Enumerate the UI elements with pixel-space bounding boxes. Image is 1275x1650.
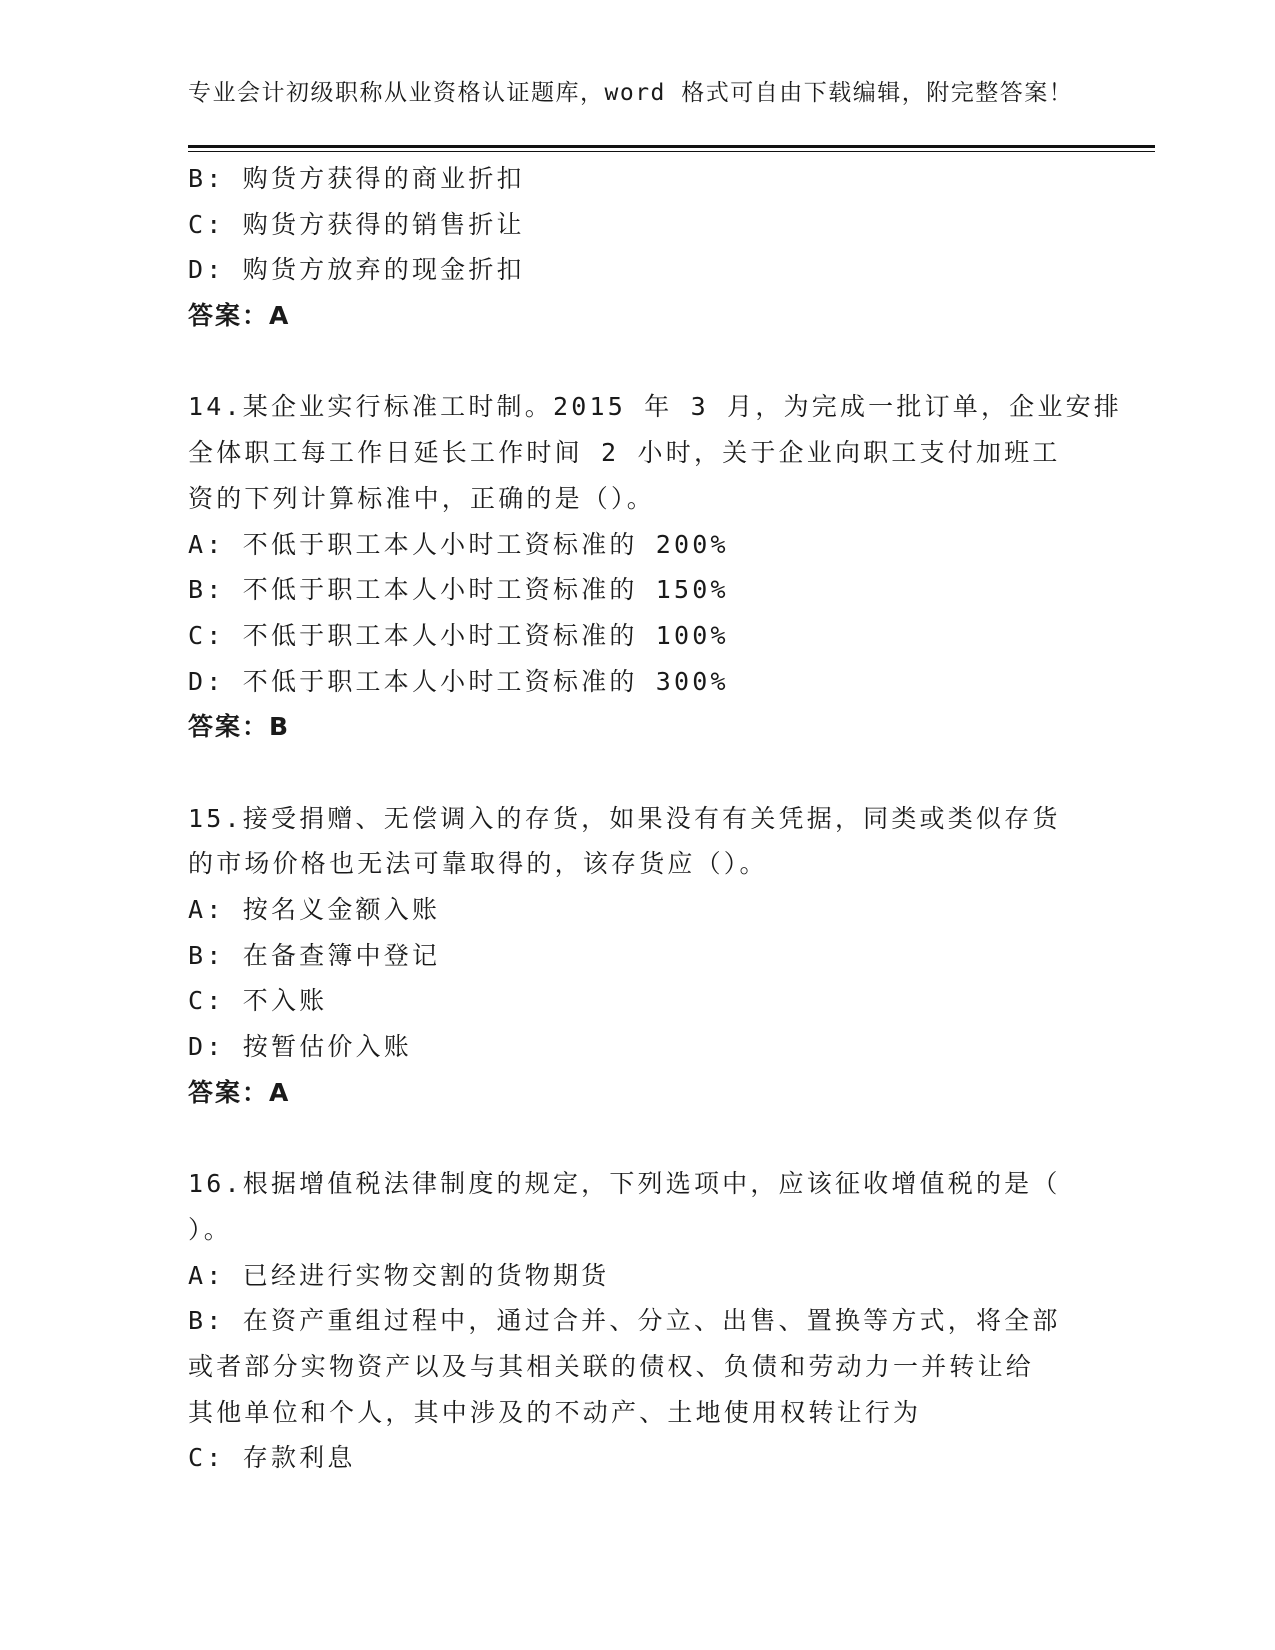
q15-option-a: A: 按名义金额入账 [188, 895, 441, 924]
q16-stem-line-1: 16.根据增值税法律制度的规定，下列选项中，应该征收增值税的是（ [188, 1169, 1061, 1199]
spacer [188, 1115, 1088, 1161]
q14-option-b: B: 不低于职工本人小时工资标准的 150% [188, 575, 729, 605]
q15-option-d: D: 按暂估价入账 [188, 1032, 412, 1062]
q13-option-d: D: 购货方放弃的现金折扣 [188, 255, 525, 285]
q15-stem-line-1: 15.接受捐赠、无偿调入的存货，如果没有有关凭据，同类或类似存货 [188, 803, 1061, 833]
header-divider-thick [188, 145, 1155, 148]
q13-option-c: C: 购货方获得的销售折让 [188, 209, 525, 239]
q15-option-c: C: 不入账 [188, 986, 328, 1016]
q14-answer: 答案：B [188, 712, 291, 742]
q16-option-b-line-3: 其他单位和个人，其中涉及的不动产、土地使用权转让行为 [188, 1397, 922, 1427]
q14-option-c: C: 不低于职工本人小时工资标准的 100% [188, 620, 729, 650]
q16-stem-line-2: ）。 [188, 1214, 232, 1244]
q14-option-a: A: 不低于职工本人小时工资标准的 200% [188, 529, 729, 559]
q15-stem-line-2: 的市场价格也无法可靠取得的，该存货应（）。 [188, 849, 768, 879]
q14-option-d: D: 不低于职工本人小时工资标准的 300% [188, 666, 729, 696]
spacer [188, 339, 1088, 385]
header-divider-thin [188, 151, 1155, 152]
q16-option-b-line-2: 或者部分实物资产以及与其相关联的债权、负债和劳动力一并转让给 [188, 1351, 1035, 1381]
q13-option-b: B: 购货方获得的商业折扣 [188, 164, 525, 193]
q15-answer: 答案：A [188, 1077, 291, 1107]
q15-option-b: B: 在备查簿中登记 [188, 940, 441, 970]
q13-answer: 答案：A [188, 301, 291, 331]
q14-stem-line-3: 资的下列计算标准中，正确的是（）。 [188, 483, 655, 513]
q14-stem-line-2: 全体职工每工作日延长工作时间 2 小时，关于企业向职工支付加班工 [188, 438, 1061, 468]
q14-stem-line-1: 14.某企业实行标准工时制。2015 年 3 月，为完成一批订单，企业安排 [188, 392, 1122, 422]
q16-option-b-line-1: B: 在资产重组过程中，通过合并、分立、出售、置换等方式，将全部 [188, 1306, 1061, 1336]
q16-option-c: C: 存款利息 [188, 1443, 356, 1473]
spacer [188, 750, 1088, 796]
question-content [188, 156, 1122, 1481]
page-header: 专业会计初级职称从业资格认证题库，word 格式可自由下载编辑，附完整答案！ [188, 80, 1074, 106]
q16-option-a: A: 已经进行实物交割的货物期货 [188, 1260, 610, 1290]
